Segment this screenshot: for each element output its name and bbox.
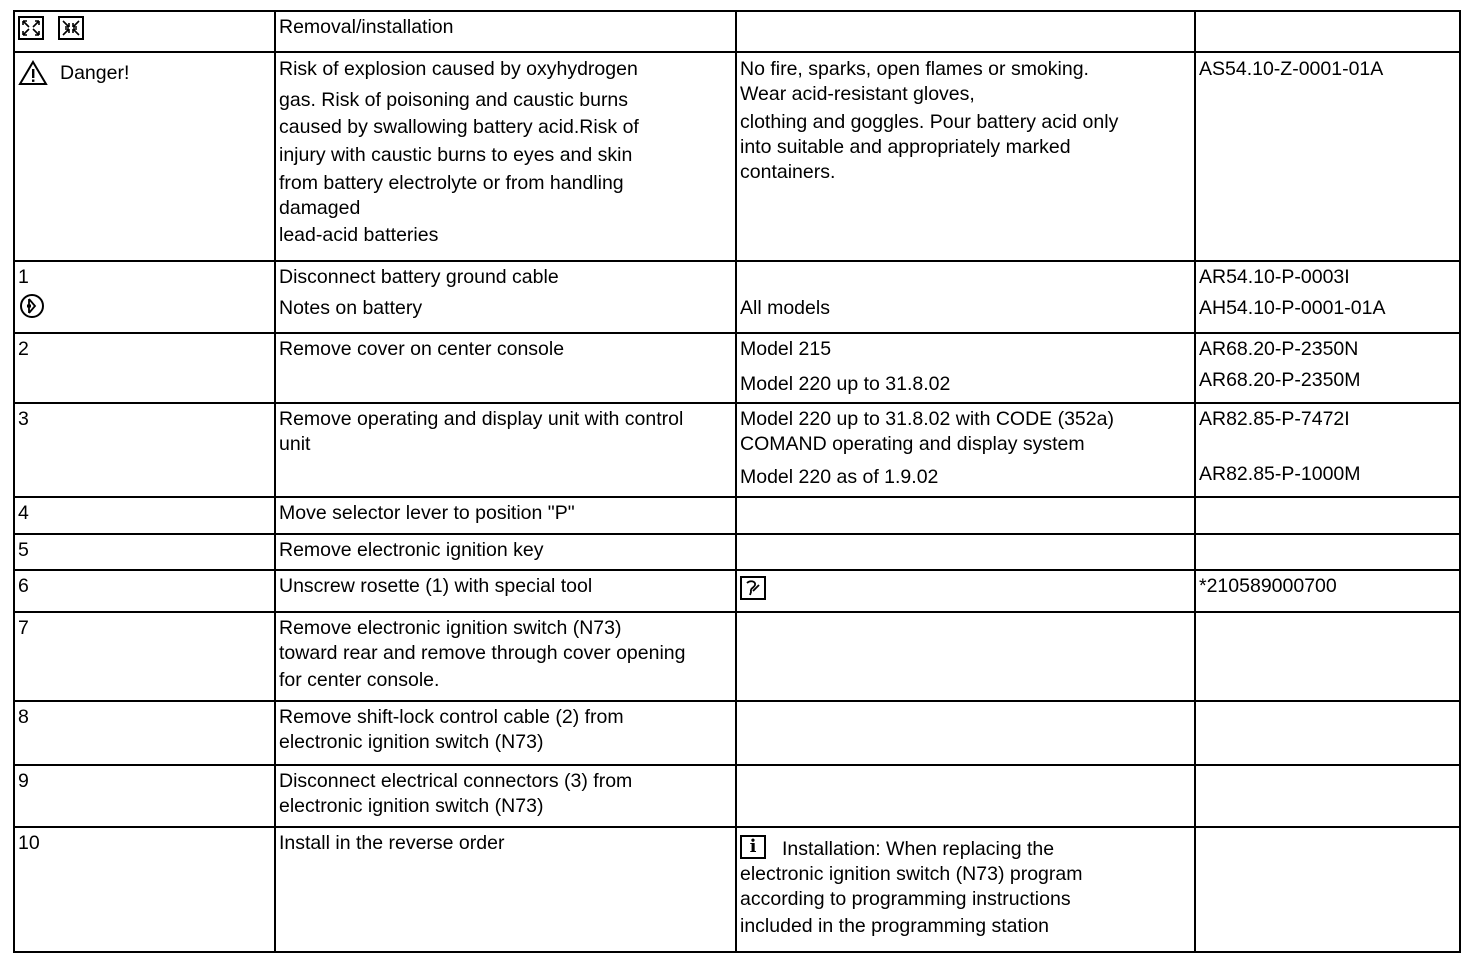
step-ref[interactable]: AR68.20-P-2350M	[1199, 369, 1361, 391]
info-line: included in the programming station	[740, 915, 1049, 937]
warning-triangle-icon	[18, 60, 48, 86]
step-ref-cell	[1195, 333, 1460, 403]
note-scope: All models	[740, 297, 830, 319]
tool-ref[interactable]: *210589000700	[1199, 575, 1337, 597]
step-text: Move selector lever to position "P"	[279, 502, 575, 524]
hazard-line: gas. Risk of poisoning and caustic burns	[279, 89, 629, 111]
installation-icon	[58, 16, 84, 40]
step-ref[interactable]: AR82.85-P-7472I	[1199, 408, 1350, 430]
hazard-line: from battery electrolyte or from handling	[279, 172, 624, 194]
measure-line: into suitable and appropriately marked	[740, 136, 1071, 158]
step-text-cell	[275, 570, 736, 612]
step-number: 9	[18, 770, 29, 792]
step-ref-cell	[1195, 827, 1460, 952]
step-ref[interactable]: AR54.10-P-0003I	[1199, 266, 1350, 288]
hazard-line: damaged	[279, 197, 361, 219]
step-condition-cell	[736, 765, 1195, 827]
table-row	[14, 701, 1460, 765]
step-ref[interactable]: AR68.20-P-2350N	[1199, 338, 1359, 360]
hazard-line: Risk of explosion caused by oxyhydrogen	[279, 58, 638, 80]
step-number: 1	[18, 266, 29, 288]
step-number: 2	[18, 338, 29, 360]
step-text-cell	[275, 612, 736, 701]
step-condition-cell	[736, 261, 1195, 333]
step-number: 6	[18, 575, 29, 597]
step-condition-cell	[736, 403, 1195, 497]
step-number: 4	[18, 502, 29, 524]
condition-line: Model 220 as of 1.9.02	[740, 466, 939, 488]
table-row	[14, 827, 1460, 952]
condition-line: Model 220 up to 31.8.02	[740, 373, 951, 395]
table-row-danger	[14, 52, 1460, 261]
step-text: Install in the reverse order	[279, 832, 505, 854]
table-row	[14, 612, 1460, 701]
table-row	[14, 333, 1460, 403]
step-ref-cell	[1195, 261, 1460, 333]
header-col4	[1195, 11, 1460, 52]
step-number-cell	[14, 701, 275, 765]
condition-line: Model 215	[740, 338, 832, 360]
step-text-cell	[275, 765, 736, 827]
step-text-cell	[275, 534, 736, 570]
step-number: 5	[18, 539, 29, 561]
danger-label: Danger!	[60, 61, 130, 84]
step-number-cell	[14, 403, 275, 497]
header-icons-cell	[14, 11, 275, 52]
step-number-cell	[14, 333, 275, 403]
step-text-cell	[275, 701, 736, 765]
header-title: Removal/installation	[275, 11, 736, 52]
step-text-cell	[275, 497, 736, 534]
step-condition-cell	[736, 333, 1195, 403]
measure-line: No fire, sparks, open flames or smoking.	[740, 58, 1089, 80]
step-number: 3	[18, 408, 29, 430]
step-ref-cell	[1195, 765, 1460, 827]
danger-reference: AS54.10-Z-0001-01A	[1199, 58, 1384, 80]
step-text: Remove shift-lock control cable (2) from	[279, 706, 624, 728]
step-number-cell	[14, 534, 275, 570]
step-info-cell	[736, 827, 1195, 952]
step-text: Disconnect battery ground cable	[279, 266, 559, 288]
step-number-cell	[14, 570, 275, 612]
step-ref-cell	[1195, 497, 1460, 534]
step-condition-cell	[736, 497, 1195, 534]
step-number: 8	[18, 706, 29, 728]
notes-clock-icon	[18, 293, 46, 319]
step-condition-cell	[736, 570, 1195, 612]
step-text: Remove electronic ignition key	[279, 539, 544, 561]
step-text-cell	[275, 827, 736, 952]
special-tool-icon[interactable]	[740, 576, 766, 600]
info-line: according to programming instructions	[740, 888, 1071, 910]
note-text: Notes on battery	[279, 297, 423, 319]
step-number-cell	[14, 261, 275, 333]
condition-line: COMAND operating and display system	[740, 433, 1085, 455]
danger-measures-cell	[736, 52, 1195, 261]
step-text: Unscrew rosette (1) with special tool	[279, 575, 593, 597]
condition-line: Model 220 up to 31.8.02 with CODE (352a)	[740, 408, 1114, 430]
step-ref-cell	[1195, 701, 1460, 765]
step-condition-cell	[736, 534, 1195, 570]
table-row	[14, 765, 1460, 827]
table-row-header	[14, 11, 1460, 52]
table-row	[14, 534, 1460, 570]
step-number-cell	[14, 612, 275, 701]
removal-icon	[18, 16, 44, 40]
hazard-line: injury with caustic burns to eyes and skin	[279, 144, 633, 166]
step-text-cell	[275, 261, 736, 333]
step-ref-cell	[1195, 403, 1460, 497]
danger-reference-cell	[1195, 52, 1460, 261]
step-number-cell	[14, 497, 275, 534]
note-ref[interactable]: AH54.10-P-0001-01A	[1199, 297, 1386, 319]
danger-label-cell	[14, 52, 275, 261]
procedure-table	[13, 10, 1461, 953]
step-number: 10	[18, 832, 40, 854]
table-row	[14, 261, 1460, 333]
info-icon: i	[740, 835, 766, 859]
step-text-cell	[275, 333, 736, 403]
info-line: electronic ignition switch (N73) program	[740, 863, 1083, 885]
table-row	[14, 497, 1460, 534]
step-number-cell	[14, 765, 275, 827]
step-text: electronic ignition switch (N73)	[279, 795, 544, 817]
step-ref-cell	[1195, 612, 1460, 701]
step-text: toward rear and remove through cover opening	[279, 642, 686, 664]
step-text: unit	[279, 433, 311, 455]
table-row	[14, 570, 1460, 612]
measure-line: containers.	[740, 161, 836, 183]
info-line: Installation: When replacing the	[782, 838, 1055, 860]
step-text: for center console.	[279, 669, 440, 691]
danger-hazard-cell	[275, 52, 736, 261]
step-text-cell	[275, 403, 736, 497]
step-text: Remove operating and display unit with control	[279, 408, 684, 430]
table-row	[14, 403, 1460, 497]
step-text: Remove electronic ignition switch (N73)	[279, 617, 622, 639]
hazard-line: lead-acid batteries	[279, 224, 439, 246]
header-col3	[736, 11, 1195, 52]
step-number: 7	[18, 617, 29, 639]
step-text: Remove cover on center console	[279, 338, 565, 360]
step-text: electronic ignition switch (N73)	[279, 731, 544, 753]
step-ref[interactable]: AR82.85-P-1000M	[1199, 463, 1361, 485]
step-condition-cell	[736, 701, 1195, 765]
step-number-cell	[14, 827, 275, 952]
measure-line: clothing and goggles. Pour battery acid only	[740, 111, 1119, 133]
hazard-line: caused by swallowing battery acid.Risk of	[279, 116, 639, 138]
step-ref-cell	[1195, 570, 1460, 612]
measure-line: Wear acid-resistant gloves,	[740, 83, 975, 105]
step-condition-cell	[736, 612, 1195, 701]
step-text: Disconnect electrical connectors (3) from	[279, 770, 633, 792]
step-ref-cell	[1195, 534, 1460, 570]
